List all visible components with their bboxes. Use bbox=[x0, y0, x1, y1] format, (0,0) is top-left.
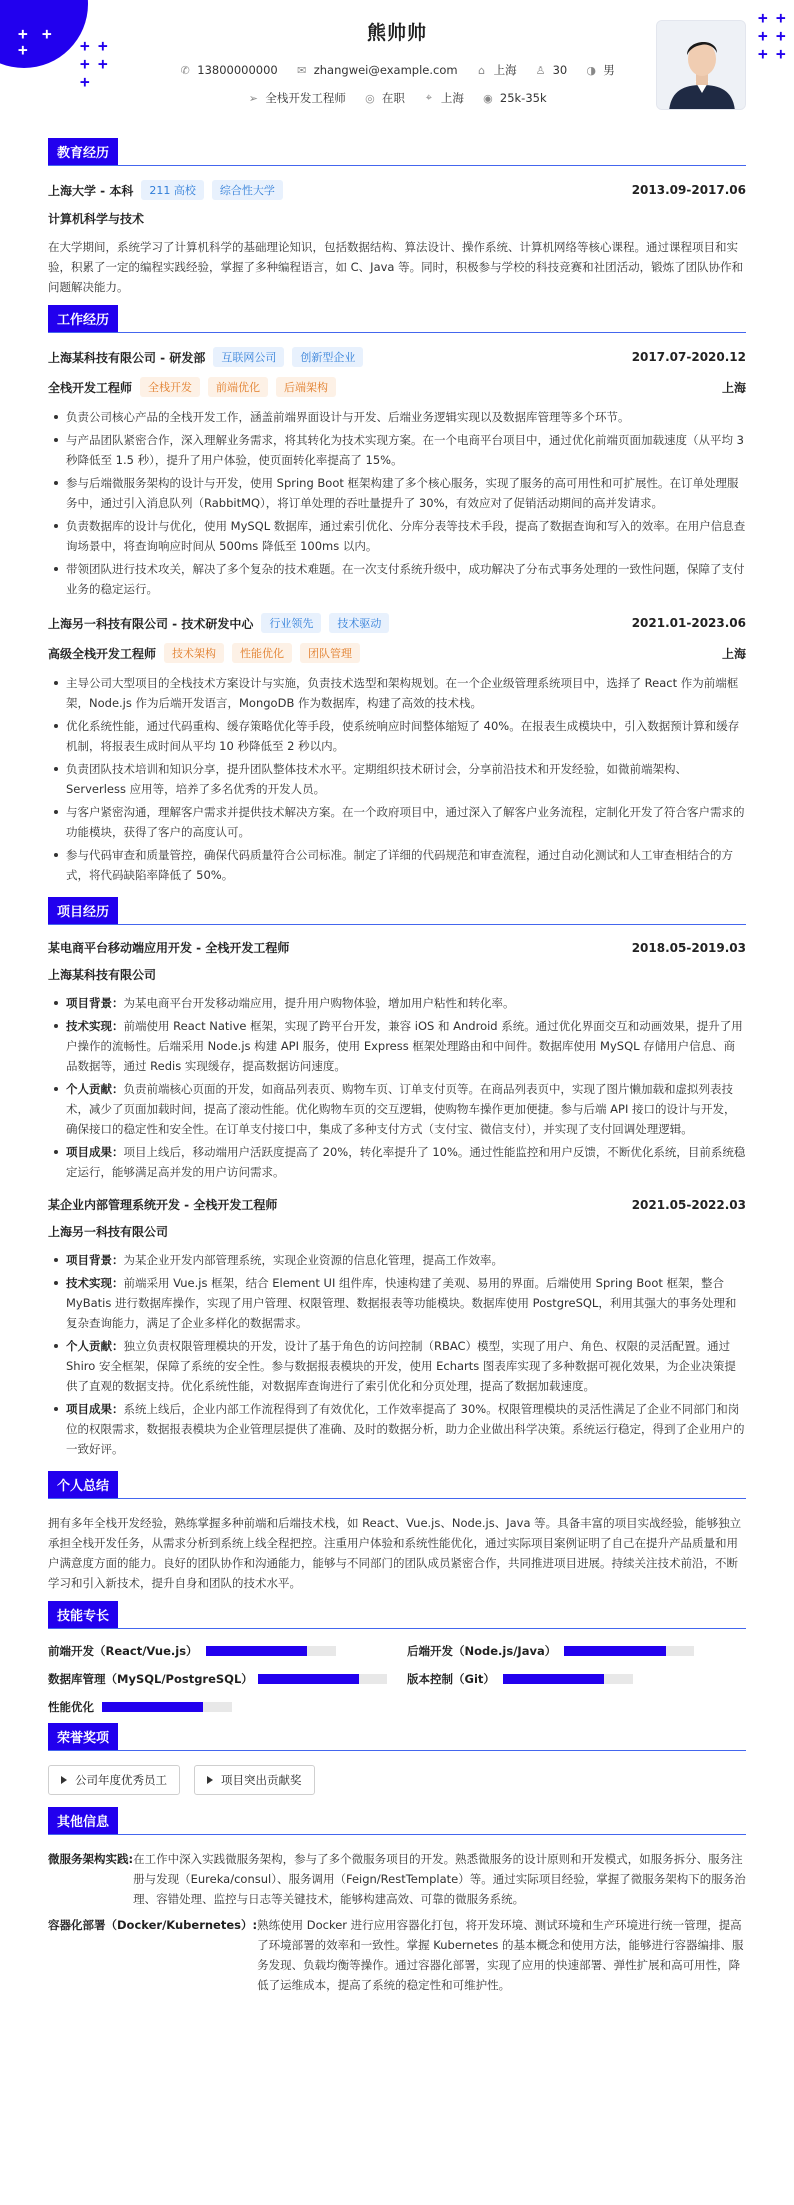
plus-icon: + bbox=[98, 54, 108, 73]
work-location: 上海 bbox=[721, 380, 746, 395]
expected-city-info bbox=[423, 90, 464, 106]
work-location: 上海 bbox=[721, 646, 746, 661]
project-header bbox=[48, 939, 746, 956]
position-tag: 全栈开发 bbox=[140, 377, 200, 397]
plus-icon: + bbox=[80, 36, 90, 55]
detail-text: 前端采用 Vue.js 框架，结合 Element UI 组件库，快速构建了美观、易用的界面。后端使用 Spring Boot 框架，整合 MyBatis 进行数据库操作，实现了用户管理、权限管理、数据报表等功能模块。数据库使用 PostgreSQL，利用其强大的事务处理和复杂查询能力，满足了企业多样化的数据需求。 bbox=[66, 1276, 737, 1330]
skill-item bbox=[48, 1671, 387, 1687]
position-tag: 后端架构 bbox=[276, 377, 336, 397]
list-item: 个人贡献：独立负责权限管理模块的开发，设计了基于角色的访问控制（RBAC）模型，实现了用户、角色、权限的灵活配置。通过 Shiro 安全框架，保障了系统的安全性。参与数据报表模块的开发，使用 Echarts 图表库实现了多种数据可视化效果，为企业决策提供了直观的数据支持。优化系统性能，对数据库查询进行了索引优化和分页处理，提高了数据加载速度。 bbox=[48, 1336, 746, 1396]
skill-name: 数据库管理（MySQL/PostgreSQL） bbox=[48, 1672, 253, 1686]
detail-text: 独立负责权限管理模块的开发，设计了基于角色的访问控制（RBAC）模型，实现了用户、角色、权限的灵活配置。通过 Shiro 安全框架，保障了系统的安全性。参与数据报表模块的开发，使用 Echarts 图表库实现了多种数据可视化效果，为企业决策提供了直观的数据支持。优化系统性能，对数据库查询进行了索引优化和分页处理，提高了数据加载速度。 bbox=[66, 1339, 736, 1393]
detail-label: 项目背景 bbox=[66, 1253, 112, 1267]
detail-text: 为某企业开发内部管理系统，实现企业资源的信息化管理，提高工作效率。 bbox=[123, 1253, 503, 1267]
position-tag: 性能优化 bbox=[232, 643, 292, 663]
education-header bbox=[48, 180, 746, 200]
project-header bbox=[48, 1196, 746, 1213]
skill-bar bbox=[258, 1674, 387, 1684]
list-item: 技术实现：前端采用 Vue.js 框架，结合 Element UI 组件库，快速构建了美观、易用的界面。后端使用 Spring Boot 框架，整合 MyBatis 进行数据库操作，实现了用户管理、权限管理、数据报表等功能模块。数据库使用 PostgreSQL，利用其强大的事务处理和复杂查询能力，满足了企业多样化的数据需求。 bbox=[48, 1273, 746, 1333]
list-item: 参与后端微服务架构的设计与开发，使用 Spring Boot 框架构建了多个核心服务，实现了服务的高可用性和可扩展性。在订单处理服务中，通过引入消息队列（RabbitMQ），将订单处理的吞吐量提升了 30%，有效应对了促销活动期间的高并发请求。 bbox=[48, 473, 746, 513]
city-text: 上海 bbox=[493, 63, 517, 77]
gender-icon: ◑ bbox=[586, 63, 597, 77]
work-entry bbox=[48, 347, 746, 599]
other-item bbox=[48, 1915, 746, 1995]
gender-text: 男 bbox=[603, 63, 615, 77]
list-item: 参与代码审查和质量管控，确保代码质量符合公司标准。制定了详细的代码规范和审查流程，通过自动化测试和人工审查相结合的方式，将代码缺陷率降低了 50%。 bbox=[48, 845, 746, 885]
section-title-education: 教育经历 bbox=[48, 140, 746, 166]
detail-text: 项目上线后，移动端用户活跃度提高了 20%，转化率提升了 10%。通过性能监控和用户反馈，不断优化系统，目前系统稳定运行，能够满足高并发的用户访问需求。 bbox=[66, 1145, 746, 1179]
list-item: 优化系统性能，通过代码重构、缓存策略优化等手段，使系统响应时间整体缩短了 40%。在报表生成模块中，引入数据预计算和缓存机制，将报表生成时间从平均 10 秒降低至 2 秒以内。 bbox=[48, 716, 746, 756]
detail-label: 项目成果 bbox=[66, 1402, 112, 1416]
position-name: 全栈开发工程师 bbox=[48, 380, 133, 395]
skill-item bbox=[48, 1643, 387, 1659]
education-description: 在大学期间，系统学习了计算机科学的基础理论知识，包括数据结构、算法设计、操作系统、计算机网络等核心课程。通过课程项目和实验，积累了一定的编程实践经验，掌握了多种编程语言，如 C、Java 等。同时，积极参与学校的科技竞赛和社团活动，锻炼了团队协作和问题解决能力。 bbox=[48, 240, 744, 294]
email-text: zhangwei@example.com bbox=[313, 63, 458, 77]
city-info bbox=[476, 62, 517, 78]
skill-item bbox=[407, 1643, 746, 1659]
project-title: 某电商平台移动端应用开发 - 全栈开发工程师 bbox=[48, 941, 290, 955]
status-text: 在职 bbox=[381, 91, 405, 105]
list-item: 项目背景：为某电商平台开发移动端应用，提升用户购物体验，增加用户粘性和转化率。 bbox=[48, 993, 746, 1013]
project-details bbox=[48, 993, 746, 1182]
skill-bar bbox=[503, 1674, 633, 1684]
project-company: 上海某科技有限公司 bbox=[48, 968, 157, 982]
detail-label: 个人贡献 bbox=[66, 1339, 112, 1353]
company-tag: 互联网公司 bbox=[213, 347, 284, 367]
status-icon: ◎ bbox=[365, 91, 375, 105]
gender-info bbox=[585, 62, 615, 78]
section-title-projects: 项目经历 bbox=[48, 899, 746, 925]
plus-icon: + bbox=[80, 72, 90, 91]
company-tag: 创新型企业 bbox=[292, 347, 363, 367]
home-icon: ⌂ bbox=[478, 63, 486, 77]
detail-label: 项目成果 bbox=[66, 1145, 112, 1159]
status-info bbox=[364, 90, 405, 106]
position-tag: 前端优化 bbox=[208, 377, 268, 397]
other-label: 微服务架构实践: bbox=[48, 1852, 134, 1866]
work-position-row bbox=[48, 643, 746, 663]
work-position-row bbox=[48, 377, 746, 397]
avatar bbox=[656, 20, 746, 110]
section-title-other: 其他信息 bbox=[48, 1809, 746, 1835]
work-company-row bbox=[48, 347, 746, 367]
salary-text: 25k-35k bbox=[499, 91, 547, 105]
education-tag: 综合性大学 bbox=[212, 180, 283, 200]
skill-item bbox=[48, 1699, 387, 1715]
skill-bar-fill bbox=[206, 1646, 307, 1656]
detail-text: 为某电商平台开发移动端应用，提升用户购物体验，增加用户粘性和转化率。 bbox=[123, 996, 515, 1010]
expected-city-text: 上海 bbox=[440, 91, 464, 105]
project-details bbox=[48, 1250, 746, 1459]
detail-label: 技术实现 bbox=[66, 1276, 112, 1290]
list-item: 项目背景：为某企业开发内部管理系统，实现企业资源的信息化管理，提高工作效率。 bbox=[48, 1250, 746, 1270]
skill-bar-fill bbox=[503, 1674, 604, 1684]
list-item: 项目成果：项目上线后，移动端用户活跃度提高了 20%，转化率提升了 10%。通过性能监控和用户反馈，不断优化系统，目前系统稳定运行，能够满足高并发的用户访问需求。 bbox=[48, 1142, 746, 1182]
projects-section bbox=[48, 899, 746, 1459]
list-item: 与产品团队紧密合作，深入理解业务需求，将其转化为技术实现方案。在一个电商平台项目中，通过优化前端页面加载速度（从平均 3 秒降低至 1.5 秒），提升了用户体验，使页面转化率提高了 15%。 bbox=[48, 430, 746, 470]
awards-list bbox=[48, 1765, 746, 1795]
list-item: 负责公司核心产品的全栈开发工作，涵盖前端界面设计与开发、后端业务逻辑实现以及数据库管理等多个环节。 bbox=[48, 407, 746, 427]
work-period: 2017.07-2020.12 bbox=[631, 350, 746, 364]
plus-icon: + bbox=[98, 36, 108, 55]
age-info bbox=[535, 62, 568, 78]
work-period: 2021.01-2023.06 bbox=[631, 616, 746, 630]
play-icon bbox=[207, 1776, 213, 1784]
plus-icon: + bbox=[42, 24, 52, 43]
skills-grid bbox=[48, 1643, 746, 1715]
contact-row bbox=[48, 62, 746, 78]
award-name: 公司年度优秀员工 bbox=[75, 1773, 167, 1787]
phone-text: 13800000000 bbox=[197, 63, 278, 77]
section-title-work: 工作经历 bbox=[48, 307, 746, 333]
section-title-skills: 技能专长 bbox=[48, 1603, 746, 1629]
other-section bbox=[48, 1809, 746, 1995]
plus-icon: + bbox=[758, 26, 768, 45]
plus-icon: + bbox=[18, 40, 28, 59]
school-name: 上海大学 - 本科 bbox=[48, 183, 134, 198]
location-icon: ⌖ bbox=[425, 91, 432, 104]
project-period: 2018.05-2019.03 bbox=[631, 940, 746, 955]
detail-text: 系统上线后，企业内部工作流程得到了有效优化，工作效率提高了 30%。权限管理模块的灵活性满足了企业不同部门和岗位的权限需求，数据报表模块为企业管理层提供了准确、及时的数据分析，助力企业做出科学决策。系统运行稳定，得到了企业用户的一致好评。 bbox=[66, 1402, 745, 1456]
mail-icon: ✉ bbox=[297, 63, 307, 77]
skill-name: 后端开发（Node.js/Java） bbox=[407, 1644, 557, 1658]
work-bullets bbox=[48, 407, 746, 599]
plus-icon: + bbox=[776, 8, 786, 27]
age-text: 30 bbox=[552, 63, 568, 77]
job-title-text: 全栈开发工程师 bbox=[265, 91, 346, 105]
skill-bar bbox=[102, 1702, 232, 1712]
work-bullets bbox=[48, 673, 746, 885]
section-title-awards: 荣誉奖项 bbox=[48, 1725, 746, 1751]
education-period: 2013.09-2017.06 bbox=[631, 183, 746, 197]
work-entry bbox=[48, 613, 746, 885]
play-icon bbox=[61, 1776, 67, 1784]
summary-text: 拥有多年全栈开发经验，熟练掌握多种前端和后端技术栈，如 React、Vue.js、Node.js、Java 等。具备丰富的项目实战经验，能够独立承担全栈开发任务，从需求分析到系统上线全程把控。注重用户体验和系统性能优化，通过实际项目案例证明了自己在提升产品质量和用户满意度方面的能力。良好的团队协作和沟通能力，能够与不同部门的团队成员紧密合作，共同推进项目进展。持续关注技术前沿，不断学习和引入新技术，提升自身和团队的技术水平。 bbox=[48, 1516, 742, 1590]
list-item: 项目成果：系统上线后，企业内部工作流程得到了有效优化，工作效率提高了 30%。权限管理模块的灵活性满足了企业不同部门和岗位的权限需求，数据报表模块为企业管理层提供了准确、及时的数据分析，助力企业做出科学决策。系统运行稳定，得到了企业用户的一致好评。 bbox=[48, 1399, 746, 1459]
detail-text: 负责前端核心页面的开发，如商品列表页、购物车页、订单支付页等。在商品列表页中，实现了图片懒加载和虚拟列表技术，减少了页面加载时间，提高了滚动性能。优化购物车页的交互逻辑，使购物车操作更加便捷。参与后端 API 接口的设计与开发，确保接口的稳定性和安全性。在订单支付接口中，集成了多种支付方式（支付宝、微信支付），并实现了支付回调处理逻辑。 bbox=[66, 1082, 736, 1136]
education-section bbox=[48, 140, 746, 297]
list-item: 负责数据库的设计与优化，使用 MySQL 数据库，通过索引优化、分库分表等技术手段，提高了数据查询和写入的效率。在用户信息查询场景中，将查询响应时间从 500ms 降低至 100ms 以内。 bbox=[48, 516, 746, 556]
avatar-portrait-icon bbox=[657, 21, 746, 110]
other-label: 容器化部署（Docker/Kubernetes）: bbox=[48, 1918, 258, 1932]
skills-section bbox=[48, 1603, 746, 1715]
detail-label: 个人贡献 bbox=[66, 1082, 112, 1096]
education-tag: 211 高校 bbox=[141, 180, 204, 200]
resume-header bbox=[48, 0, 746, 132]
salary-info bbox=[482, 90, 547, 106]
award-name: 项目突出贡献奖 bbox=[221, 1773, 302, 1787]
position-tag: 技术架构 bbox=[164, 643, 224, 663]
detail-text: 前端使用 React Native 框架，实现了跨平台开发，兼容 iOS 和 Android 系统。通过优化界面交互和动画效果，提升了用户操作的流畅性。后端采用 Node.js 构建 API 服务，使用 Express 框架处理路由和中间件。数据库使用 MySQL 存储用户信息、商品数据等，通过 Redis 实现缓存，提高数据访问速度。 bbox=[66, 1019, 743, 1073]
list-item: 与客户紧密沟通，理解客户需求并提供技术解决方案。在一个政府项目中，通过深入了解客户业务流程，定制化开发了符合客户需求的功能模块，获得了客户的高度认可。 bbox=[48, 802, 746, 842]
work-company-row bbox=[48, 613, 746, 633]
send-icon: ➢ bbox=[248, 91, 258, 105]
project-company: 上海另一科技有限公司 bbox=[48, 1225, 169, 1239]
list-item: 主导公司大型项目的全栈技术方案设计与实施，负责技术选型和架构规划。在一个企业级管理系统项目中，选择了 React 作为前端框架，Node.js 作为后端开发语言，MongoDB 作为数据库，构建了高效的技术栈。 bbox=[48, 673, 746, 713]
skill-bar-fill bbox=[258, 1674, 358, 1684]
plus-icon: + bbox=[776, 44, 786, 63]
job-intent-row bbox=[48, 90, 746, 106]
summary-section bbox=[48, 1473, 746, 1593]
company-name: 上海某科技有限公司 - 研发部 bbox=[48, 350, 206, 365]
other-item bbox=[48, 1849, 746, 1909]
other-text: 在工作中深入实践微服务架构，参与了多个微服务项目的开发。熟悉微服务的设计原则和开发模式，如服务拆分、服务注册与发现（Eureka/consul）、服务调用（Feign/RestTemplate）等。通过实际项目经验，掌握了微服务架构下的服务治理、容错处理、监控与日志等关键技术，能够构建高效、可靠的微服务系统。 bbox=[133, 1852, 746, 1906]
plus-icon: + bbox=[80, 54, 90, 73]
project-entry bbox=[48, 939, 746, 1182]
position-tag: 团队管理 bbox=[300, 643, 360, 663]
detail-label: 项目背景 bbox=[66, 996, 112, 1010]
work-section bbox=[48, 307, 746, 885]
plus-icon: + bbox=[18, 24, 28, 43]
project-entry bbox=[48, 1196, 746, 1459]
awards-section bbox=[48, 1725, 746, 1795]
skill-name: 前端开发（React/Vue.js） bbox=[48, 1644, 198, 1658]
plus-icon: + bbox=[776, 26, 786, 45]
list-item: 带领团队进行技术攻关，解决了多个复杂的技术难题。在一次支付系统升级中，成功解决了分布式事务处理的一致性问题，保障了支付业务的稳定运行。 bbox=[48, 559, 746, 599]
plus-icon: + bbox=[758, 8, 768, 27]
other-text: 熟练使用 Docker 进行应用容器化打包，将开发环境、测试环境和生产环境进行统一管理，提高了环境部署的效率和一致性。掌握 Kubernetes 的基本概念和使用方法，能够进行容器编排、服务发现、负载均衡等操作。通过容器化部署，实现了应用的快速部署、弹性扩展和高可用性，降低了运维成本，提高了系统的稳定性和可维护性。 bbox=[257, 1918, 744, 1992]
company-tag: 行业领先 bbox=[261, 613, 321, 633]
skill-bar-fill bbox=[102, 1702, 203, 1712]
skill-bar bbox=[564, 1646, 694, 1656]
award-item bbox=[48, 1765, 180, 1795]
company-name: 上海另一科技有限公司 - 技术研发中心 bbox=[48, 616, 254, 631]
company-tag: 技术驱动 bbox=[329, 613, 389, 633]
detail-label: 技术实现 bbox=[66, 1019, 112, 1033]
position-name: 高级全栈开发工程师 bbox=[48, 646, 157, 661]
plus-icon: + bbox=[758, 44, 768, 63]
skill-name: 版本控制（Git） bbox=[407, 1672, 495, 1686]
project-title: 某企业内部管理系统开发 - 全栈开发工程师 bbox=[48, 1198, 278, 1212]
user-icon: ♙ bbox=[535, 63, 546, 77]
job-title-info bbox=[247, 90, 346, 106]
section-title-summary: 个人总结 bbox=[48, 1473, 746, 1499]
email-info bbox=[296, 62, 458, 78]
phone-info bbox=[179, 62, 277, 78]
candidate-name: 熊帅帅 bbox=[366, 22, 427, 44]
skill-name: 性能优化 bbox=[48, 1700, 94, 1714]
skill-bar-fill bbox=[564, 1646, 665, 1656]
skill-item bbox=[407, 1671, 746, 1687]
salary-icon: ◉ bbox=[483, 91, 493, 105]
award-item bbox=[194, 1765, 315, 1795]
education-major: 计算机科学与技术 bbox=[48, 212, 145, 226]
project-period: 2021.05-2022.03 bbox=[631, 1197, 746, 1212]
skill-bar bbox=[206, 1646, 336, 1656]
phone-icon: ✆ bbox=[180, 63, 190, 77]
list-item: 负责团队技术培训和知识分享，提升团队整体技术水平。定期组织技术研讨会，分享前沿技术和开发经验，如微前端架构、Serverless 应用等，培养了多名优秀的开发人员。 bbox=[48, 759, 746, 799]
list-item: 技术实现：前端使用 React Native 框架，实现了跨平台开发，兼容 iOS 和 Android 系统。通过优化界面交互和动画效果，提升了用户操作的流畅性。后端采用 Node.js 构建 API 服务，使用 Express 框架处理路由和中间件。数据库使用 MySQL 存储用户信息、商品数据等，通过 Redis 实现缓存，提高数据访问速度。 bbox=[48, 1016, 746, 1076]
list-item: 个人贡献：负责前端核心页面的开发，如商品列表页、购物车页、订单支付页等。在商品列表页中，实现了图片懒加载和虚拟列表技术，减少了页面加载时间，提高了滚动性能。优化购物车页的交互逻辑，使购物车操作更加便捷。参与后端 API 接口的设计与开发，确保接口的稳定性和安全性。在订单支付接口中，集成了多种支付方式（支付宝、微信支付），并实现了支付回调处理逻辑。 bbox=[48, 1079, 746, 1139]
